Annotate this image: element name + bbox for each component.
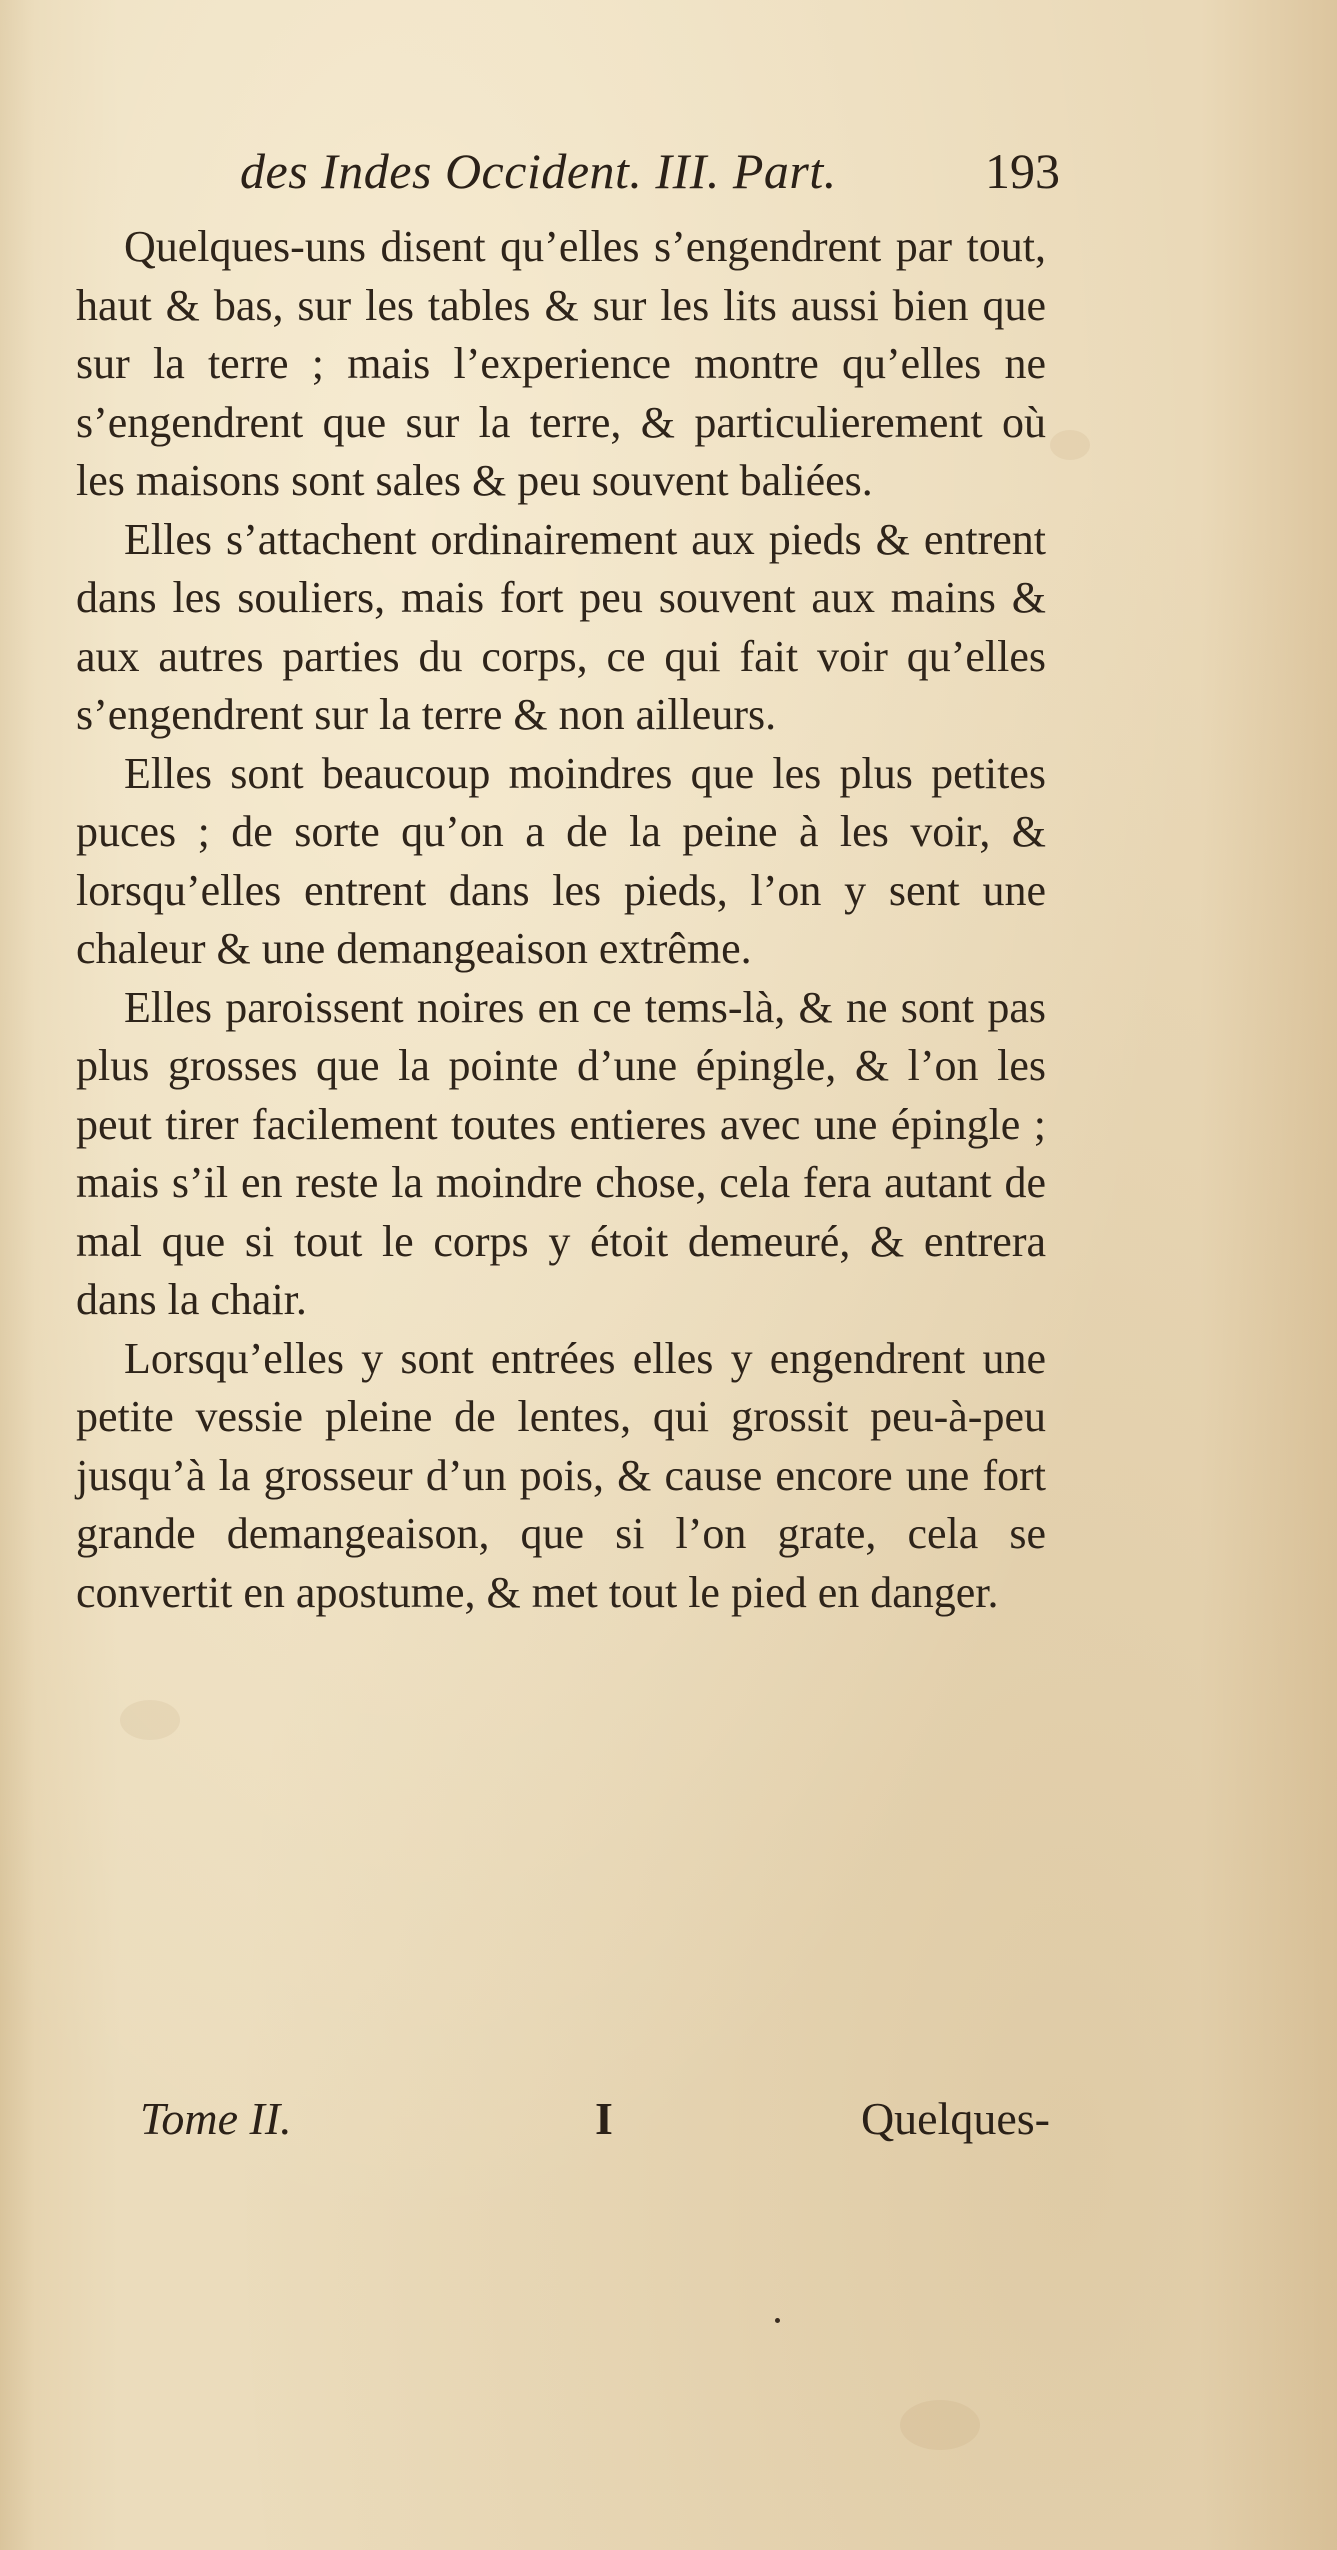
paper-stain [1050, 430, 1090, 460]
page-number: 193 [985, 143, 1060, 199]
running-title: des Indes Occident. III. Part. [240, 143, 837, 199]
paragraph-2: Elles s’attachent ordinairement aux pieds & entrent dans les souliers, mais fort peu souvent aux mains & aux autres parties du corps, ce qui fait voir qu’elles s’engendrent sur la terre & non ailleurs. [76, 514, 1046, 739]
page-footer [140, 2092, 1050, 2162]
catchword: Quelques- [860, 2093, 1050, 2144]
signature-mark: I [595, 2093, 613, 2144]
paper-stain [120, 1700, 180, 1740]
volume-label: Tome II. [140, 2093, 292, 2144]
body-text [76, 218, 1046, 1622]
paper-stain [900, 2400, 980, 2450]
ink-speck [775, 2318, 780, 2323]
page-header [240, 138, 1060, 208]
paragraph-3: Elles sont beaucoup moindres que les plus petites puces ; de sorte qu’on a de la peine à les voir, & lorsqu’elles entrent dans les pieds, l’on y sent une chaleur & une demangeaison extrême. [76, 748, 1046, 973]
paragraph-4: Elles paroissent noires en ce tems-là, & ne sont pas plus grosses que la pointe d’une épingle, & l’on les peut tirer facilement toutes entieres avec une épingle ; mais s’il en reste la moindre chose, cela fera autant de mal que si tout le corps y étoit demeuré, & entrera dans la chair. [76, 982, 1046, 1324]
paragraph-5: Lorsqu’elles y sont entrées elles y engendrent une petite vessie pleine de lentes, qui grossit peu-à-peu jusqu’à la grosseur d’un pois, & cause encore une fort grande demangeaison, que si l’on grate, cela se convertit en apostume, & met tout le pied en danger. [76, 1333, 1046, 1617]
paragraph-1: Quelques-uns disent qu’elles s’engendrent par tout, haut & bas, sur les tables & sur les lits aussi bien que sur la terre ; mais l’experience montre qu’elles ne s’engendrent que sur la terre, & particulierement où les maisons sont sales & peu souvent baliées. [76, 222, 1046, 505]
